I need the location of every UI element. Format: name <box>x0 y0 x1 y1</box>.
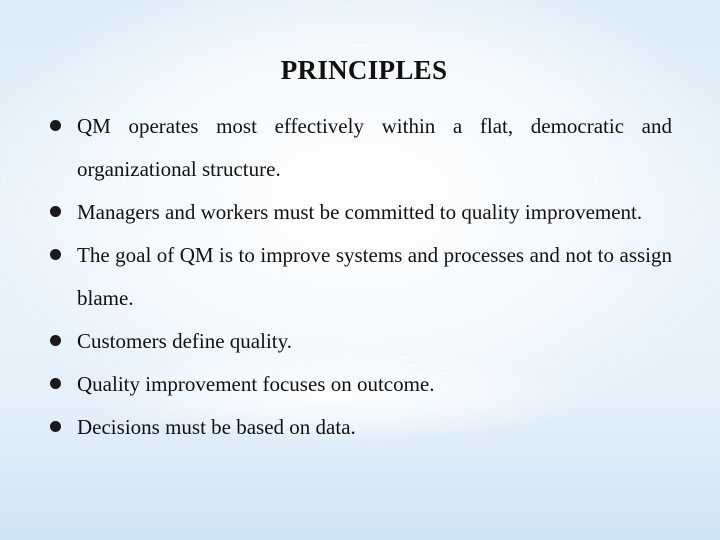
bullet-dot-icon <box>50 421 61 432</box>
bullet-dot-icon <box>50 120 61 131</box>
bullet-item <box>48 234 672 320</box>
bullet-item <box>48 191 672 234</box>
bullet-item <box>48 105 672 191</box>
bullet-item <box>48 320 672 363</box>
bullet-text: Decisions must be based on data. <box>77 415 356 439</box>
bullet-item <box>48 406 672 449</box>
bullet-item <box>48 363 672 406</box>
bullet-dot-icon <box>50 206 61 217</box>
bullet-text: Quality improvement focuses on outcome. <box>77 372 435 396</box>
slide-title: PRINCIPLES <box>280 55 448 85</box>
bullet-dot-icon <box>50 378 61 389</box>
bullet-text: Managers and workers must be committed to quality improvement. <box>77 200 643 224</box>
bullet-text: QM operates most effectively within a flat, democratic and organizational structure. <box>77 114 672 181</box>
bullet-text: The goal of QM is to improve systems and processes and not to assign blame. <box>77 243 672 310</box>
bullet-dot-icon <box>50 249 61 260</box>
bullet-list <box>48 105 672 449</box>
bullet-dot-icon <box>50 335 61 346</box>
bullet-text: Customers define quality. <box>77 329 293 353</box>
